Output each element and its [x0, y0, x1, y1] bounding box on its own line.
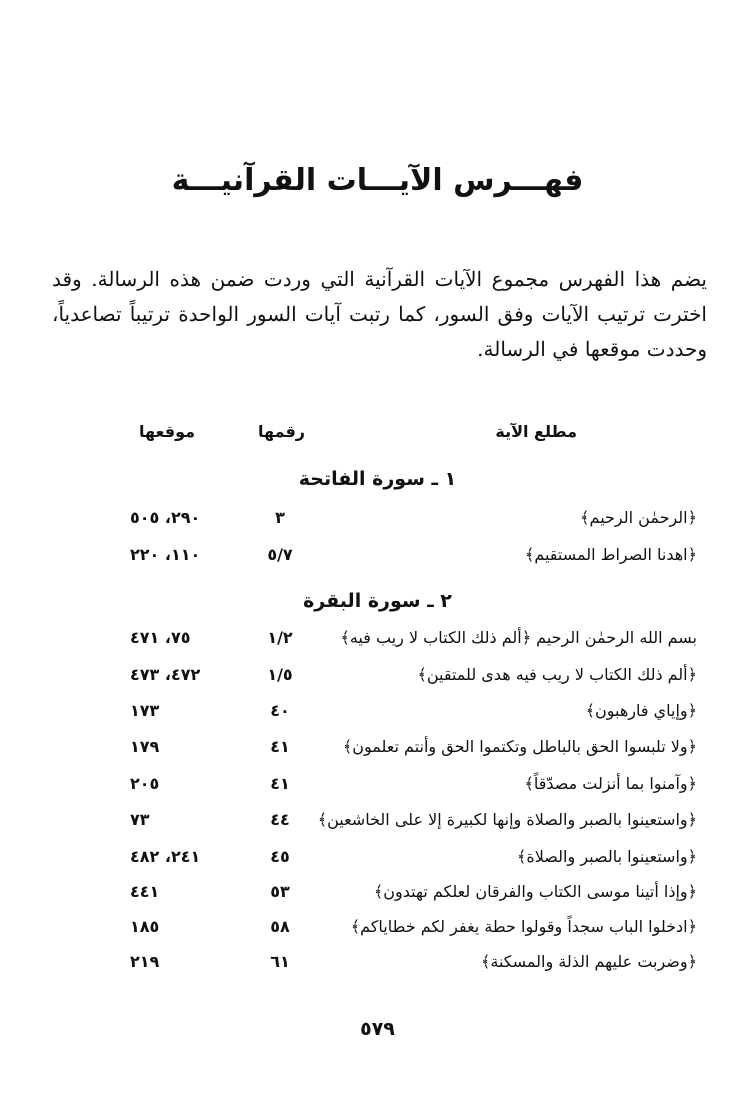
verse-number: ٤١ — [270, 737, 290, 756]
table-row — [0, 737, 755, 771]
page-title: فهـــرس الآيـــات القرآنيـــة — [171, 163, 584, 198]
verse-text: ﴿ادخلوا الباب سجداً وقولوا حطة يغفر لكم خطاياكم﴾ — [350, 917, 697, 936]
table-row — [0, 847, 755, 881]
verse-text: ﴿وآمنوا بما أنزلت مصدّقاً﴾ — [524, 774, 697, 793]
verse-text: بسم الله الرحمٰن الرحيم ﴿ألم ذلك الكتاب لا ريب فيه﴾ — [340, 628, 697, 647]
verse-number: ٥/٧ — [267, 545, 293, 564]
verse-location: ٢٤١، ٤٨٢ — [130, 847, 201, 866]
intro-paragraph: يضم هذا الفهرس مجموع الآيات القرآنية التي وردت ضمن هذه الرسالة. وقد اخترت ترتيب الآيات وفق السور، كما رتبت آيات السور الواحدة ترتيباً تصاعدياً، وحددت موقعها في الرسالة. — [52, 267, 707, 361]
verse-number: ٤٠ — [270, 701, 290, 720]
table-row — [0, 628, 755, 662]
header-location: موقعها — [138, 422, 195, 441]
verse-location: ٧٣ — [130, 810, 150, 829]
table-row — [0, 665, 755, 699]
verse-text: ﴿وضربت عليهم الذلة والمسكنة﴾ — [481, 952, 697, 971]
verse-text: ﴿الرحمٰن الرحيم﴾ — [580, 508, 697, 527]
page-number: ٥٧٩ — [360, 1018, 395, 1040]
verse-text: ﴿وإذا أتينا موسى الكتاب والفرقان لعلكم تهتدون﴾ — [373, 882, 697, 901]
table-row — [0, 701, 755, 735]
verse-location: ١١٠، ٢٢٠ — [130, 545, 201, 564]
table-row — [0, 810, 755, 844]
verse-location: ٢٠٥ — [130, 774, 160, 793]
table-row — [0, 952, 755, 986]
column-headers — [0, 422, 755, 448]
table-row — [0, 774, 755, 808]
verse-text: ﴿ولا تلبسوا الحق بالباطل وتكتموا الحق وأنتم تعلمون﴾ — [342, 737, 697, 756]
verse-number: ٦١ — [270, 952, 290, 971]
verse-number: ١/٢ — [267, 628, 293, 647]
verse-location: ٢٩٠، ٥٠٥ — [130, 508, 201, 527]
verse-text: ﴿ألم ذلك الكتاب لا ريب فيه هدى للمتقين﴾ — [417, 665, 697, 684]
verse-location: ١٧٣ — [130, 701, 160, 720]
verse-number: ٥٣ — [270, 882, 290, 901]
verse-number: ٤٥ — [270, 847, 290, 866]
verse-number: ٣ — [275, 508, 285, 527]
verse-location: ٢١٩ — [130, 952, 160, 971]
verse-number: ٥٨ — [270, 917, 290, 936]
header-number: رقمها — [258, 422, 305, 441]
verse-location: ٧٥، ٤٧١ — [130, 628, 191, 647]
header-verse: مطلع الآية — [495, 422, 577, 441]
table-row — [0, 882, 755, 916]
verse-location: ٤٤١ — [130, 882, 160, 901]
verse-location: ١٨٥ — [130, 917, 160, 936]
surah-heading-fatiha: ١ ـ سورة الفاتحة — [298, 468, 457, 490]
verse-text: ﴿وإياي فارهبون﴾ — [585, 701, 697, 720]
verse-number: ٤١ — [270, 774, 290, 793]
verse-text: ﴿اهدنا الصراط المستقيم﴾ — [524, 545, 697, 564]
verse-text: ﴿واستعينوا بالصبر والصلاة وإنها لكبيرة إلا على الخاشعين﴾ — [317, 810, 697, 829]
verse-location: ١٧٩ — [130, 737, 160, 756]
verse-number: ١/٥ — [267, 665, 293, 684]
surah-heading-baqarah: ٢ ـ سورة البقرة — [303, 590, 452, 612]
verse-number: ٤٤ — [270, 810, 290, 829]
table-row — [0, 545, 755, 579]
table-row — [0, 508, 755, 542]
table-row — [0, 917, 755, 951]
verse-text: ﴿واستعينوا بالصبر والصلاة﴾ — [517, 847, 697, 866]
verse-location: ٤٧٢، ٤٧٣ — [130, 665, 201, 684]
